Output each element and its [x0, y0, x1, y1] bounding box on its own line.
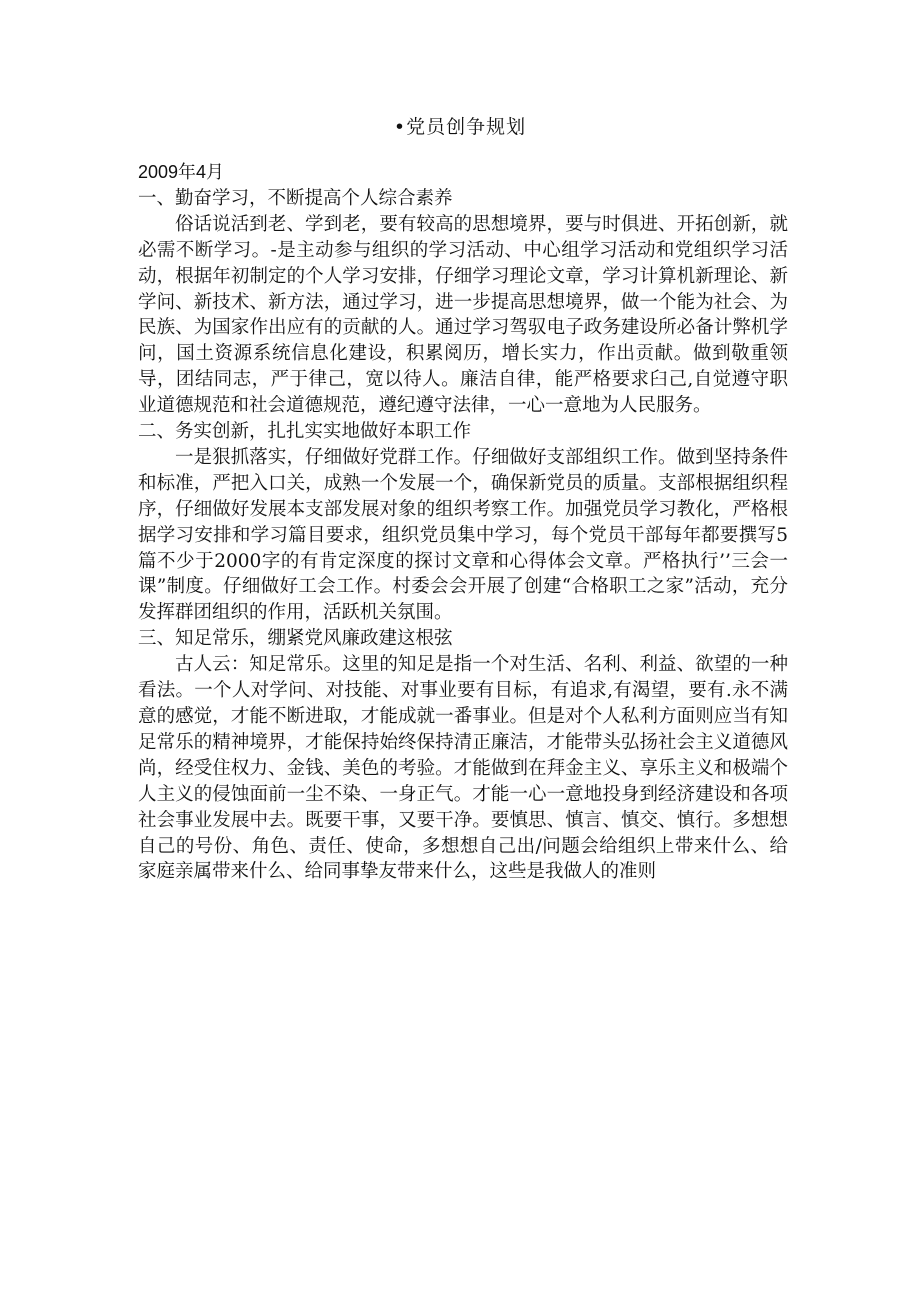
section-paragraph-3: 古人云：知足常乐。这里的知足是指一个对生活、名利、利益、欲望的一种看法。一个人对学问、对技能、对事业要有目标，有追求,有渴望，要有.永不满意的感觉，才能不断进取，才能成就一番事业。但是对个人私利方面则应当有知足常乐的精神境界，才能保持始终保持清正廉洁，才能带头弘扬社会主义道德风尚，经受住权力、金钱、美色的考验。才能做到在拜金主义、享乐主义和极端个人主义的侵蚀面前一尘不染、一身正气。才能一心一意地投身到经济建设和各项社会事业发展中去。既要干事，又要干净。要慎思、慎言、慎交、慎行。多想想自己的号份、角色、责任、使命，多想想自己出/问题会给组织上带来什么、给家庭亲属带来什么、给同事挚友带来什么，这些是我做人的准则 [138, 654, 788, 883]
section-heading-2: 二、务实创新，扎扎实实地做好本职工作 [138, 421, 472, 443]
section-heading-3: 三、知足常乐，绷紧党风廉政建这根弦 [138, 628, 453, 650]
section-paragraph-1: 俗话说活到老、学到老，要有较高的思想境界，要与时俱进、开拓创新，就必需不断学习。-是主动参与组织的学习活动、中心组学习活动和党组织学习活动，根据年初制定的个人学习安排，仔细学习理论文章，学习计算机新理论、新学问、新技术、新方法，通过学习，进一步提高思想境界，做一个能为社会、为民族、为国家作出应有的贡献的人。通过学习驾驭电子政务建设所必备计弊机学问，国土资源系统信息化建设，积累阅历，增长实力，作出贡献。做到敬重领导，团结同志，严于律己，宽以待人。廉洁自律，能严格要求臼己,自觉遵守职业道德规范和社会道德规范，遵纪遵守法律，一心一意地为人民服务。 [138, 213, 788, 417]
section-heading-1: 一、勤奋学习，不断提高个人综合素养 [138, 187, 453, 209]
section-paragraph-2: 一是狠抓落实，仔细做好党群工作。仔细做好支部组织工作。做到坚持条件和标准，严把入口关，成熟一个发展一个，确保新党员的质量。支部根据组织程序，仔细做好发展本支部发展对象的组织考察工作。加强党员学习教化，严格根据学习安排和学习篇目要求，组织党员集中学习，每个党员干部每年都要撰写5篇不少于2000字的有肯定深度的探讨文章和心得体会文章。严格执行’’三会一课”制度。仔细做好工会工作。村委会会开展了创建“合格职工之家”活动，充分发挥群团组织的作用，活跃机关氛围。 [138, 446, 788, 624]
document-date: 2009年4月 [138, 162, 225, 182]
document-body [138, 160, 788, 885]
document-title: •党员创争规划 [393, 116, 527, 138]
